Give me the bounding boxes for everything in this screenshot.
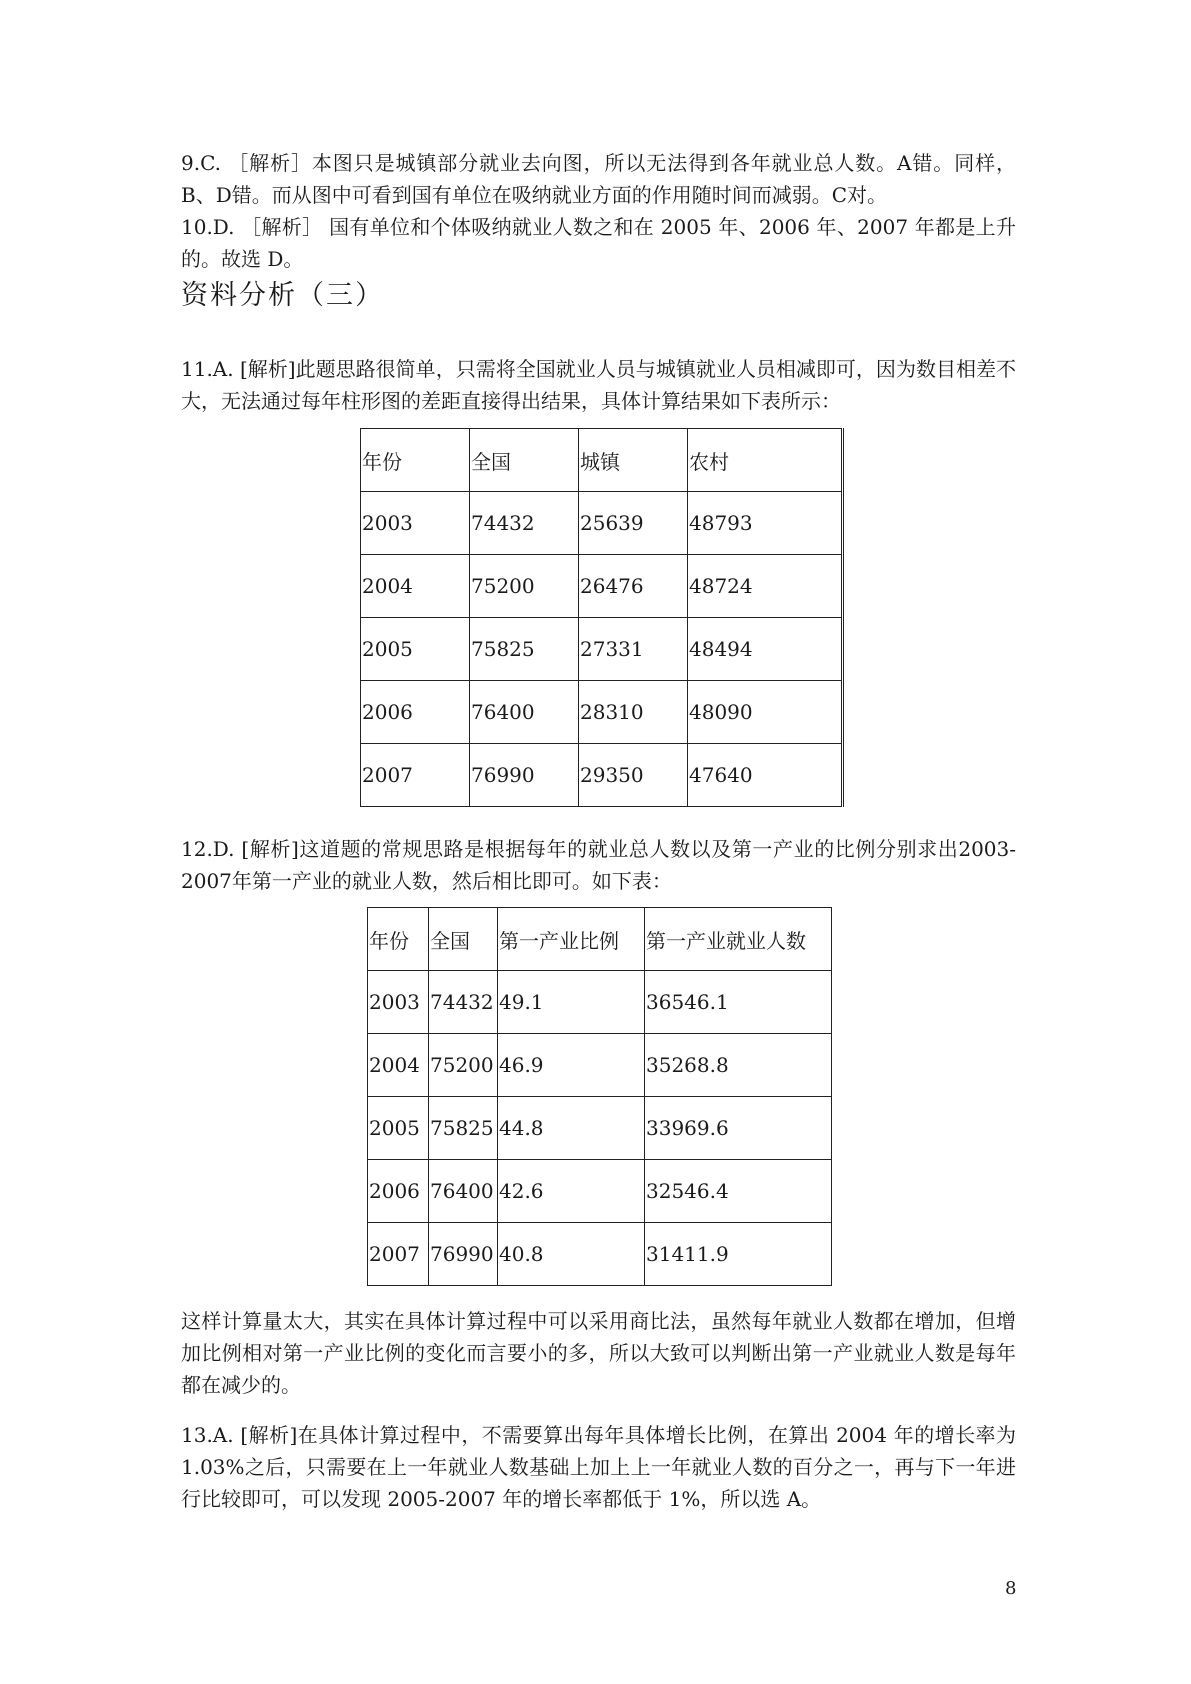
answer-13-paragraph: 13.A. [解析]在具体计算过程中，不需要算出每年具体增长比例，在算出 2004 年的增长率为1.03%之后，只需要在上一年就业人数基础上加上上一年就业人数的百分之一，再与下一年进行比较即可，可以发现 2005-2007 年的增长率都低于 1%，所以选 A。 <box>181 1423 1016 1511</box>
table-cell: 36546.1 <box>645 971 832 1034</box>
table-row <box>368 1223 832 1286</box>
table-cell: 31411.9 <box>645 1223 832 1286</box>
table-cell: 2003 <box>368 971 429 1034</box>
table-cell: 2003 <box>361 492 470 555</box>
table-cell: 75825 <box>429 1097 498 1160</box>
answer-11-paragraph: 11.A. [解析]此题思路很简单，只需将全国就业人员与城镇就业人员相减即可，因为数目相差不大，无法通过每年柱形图的差距直接得出结果，具体计算结果如下表所示： <box>181 357 1016 413</box>
employment-table-urban-rural <box>360 428 844 807</box>
answer-10-paragraph: 10.D. ［解析］ 国有单位和个体吸纳就业人数之和在 2005 年、2006 年、2007 年都是上升的。故选 D。 <box>181 215 1016 271</box>
answer-9-paragraph: 9.C. ［解析］本图只是城镇部分就业去向图，所以无法得到各年就业总人数。A错。同样，B、D错。而从图中可看到国有单位在吸纳就业方面的作用随时间而减弱。C对。 <box>181 151 1016 207</box>
table-row <box>361 681 843 744</box>
table-header-cell: 第一产业就业人数 <box>645 908 832 971</box>
table-cell: 2007 <box>368 1223 429 1286</box>
table-cell: 2005 <box>361 618 470 681</box>
table-cell: 2006 <box>361 681 470 744</box>
table-header-cell: 第一产业比例 <box>498 908 645 971</box>
table-cell: 48724 <box>688 555 843 618</box>
table-cell: 26476 <box>579 555 688 618</box>
table-header-row <box>361 429 843 492</box>
table-row <box>368 971 832 1034</box>
table-cell: 76400 <box>470 681 579 744</box>
table-row <box>361 744 843 807</box>
table-row <box>361 492 843 555</box>
table-header-cell: 全国 <box>470 429 579 492</box>
table-header-cell: 城镇 <box>579 429 688 492</box>
page-number: 8 <box>1005 1578 1017 1599</box>
table-cell: 2007 <box>361 744 470 807</box>
table-cell: 27331 <box>579 618 688 681</box>
table-cell: 2004 <box>361 555 470 618</box>
section-heading: 资料分析（三） <box>181 280 384 311</box>
table-cell: 48494 <box>688 618 843 681</box>
answer-12-paragraph: 12.D. [解析]这道题的常规思路是根据每年的就业总人数以及第一产业的比例分别求出2003-2007年第一产业的就业人数，然后相比即可。如下表： <box>181 837 1016 893</box>
table-cell: 47640 <box>688 744 843 807</box>
table-cell: 32546.4 <box>645 1160 832 1223</box>
table-header-row <box>368 908 832 971</box>
table-cell: 2006 <box>368 1160 429 1223</box>
table-header-cell: 年份 <box>368 908 429 971</box>
table-header-cell: 全国 <box>429 908 498 971</box>
table-header-cell: 农村 <box>688 429 843 492</box>
table-cell: 35268.8 <box>645 1034 832 1097</box>
table-cell: 2005 <box>368 1097 429 1160</box>
table-cell: 46.9 <box>498 1034 645 1097</box>
table-cell: 75200 <box>429 1034 498 1097</box>
table-cell: 33969.6 <box>645 1097 832 1160</box>
table-row <box>368 1160 832 1223</box>
table-cell: 75825 <box>470 618 579 681</box>
table-cell: 40.8 <box>498 1223 645 1286</box>
table-cell: 75200 <box>470 555 579 618</box>
table-cell: 74432 <box>429 971 498 1034</box>
table-cell: 2004 <box>368 1034 429 1097</box>
table-cell: 48793 <box>688 492 843 555</box>
primary-industry-table <box>367 907 832 1286</box>
table-cell: 76990 <box>429 1223 498 1286</box>
table-cell: 76990 <box>470 744 579 807</box>
table-row <box>361 555 843 618</box>
table-cell: 42.6 <box>498 1160 645 1223</box>
table-cell: 25639 <box>579 492 688 555</box>
table-cell: 29350 <box>579 744 688 807</box>
table-cell: 48090 <box>688 681 843 744</box>
table-cell: 76400 <box>429 1160 498 1223</box>
table-cell: 49.1 <box>498 971 645 1034</box>
table-cell: 44.8 <box>498 1097 645 1160</box>
table-header-cell: 年份 <box>361 429 470 492</box>
table-row <box>368 1097 832 1160</box>
table-cell: 74432 <box>470 492 579 555</box>
table-row <box>368 1034 832 1097</box>
table-row <box>361 618 843 681</box>
table-cell: 28310 <box>579 681 688 744</box>
quotient-method-paragraph: 这样计算量太大，其实在具体计算过程中可以采用商比法，虽然每年就业人数都在增加，但增加比例相对第一产业比例的变化而言要小的多，所以大致可以判断出第一产业就业人数是每年都在减少的。 <box>181 1309 1016 1397</box>
